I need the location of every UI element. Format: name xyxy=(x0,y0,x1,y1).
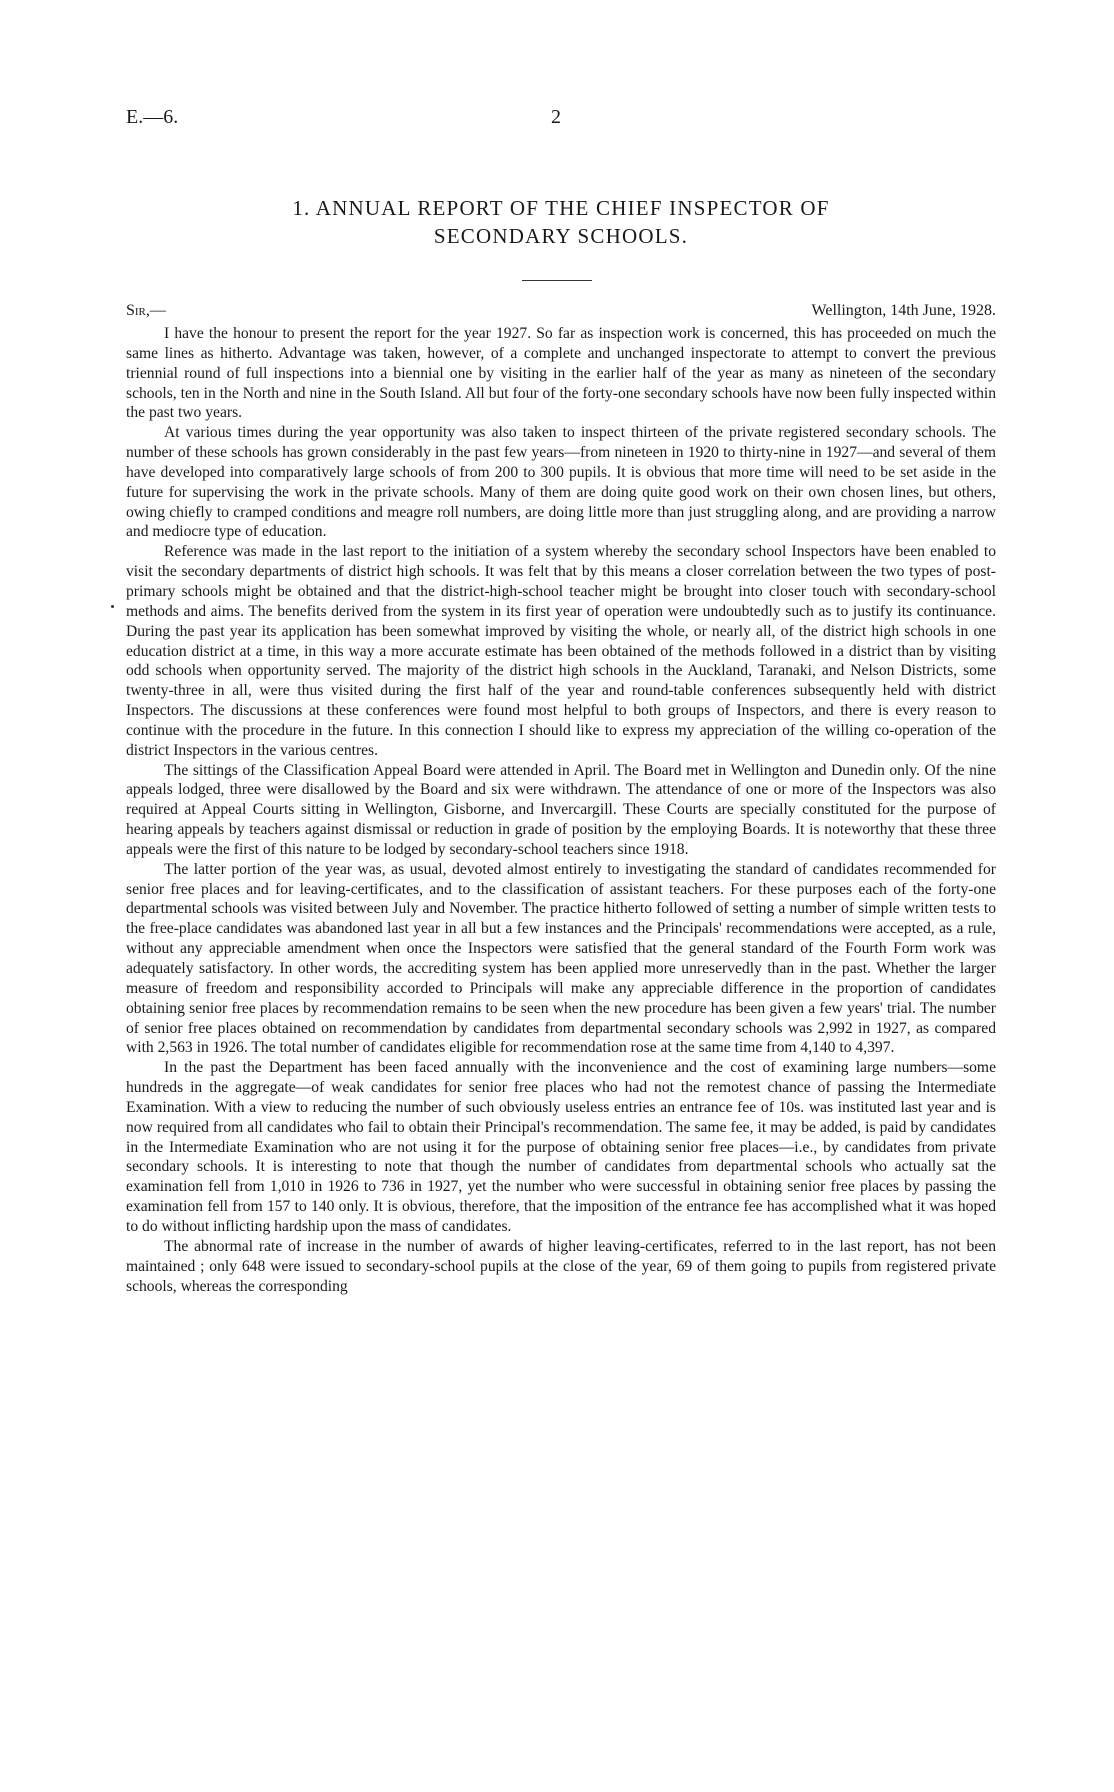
report-body xyxy=(126,324,996,1296)
report-title-line-1: 1. ANNUAL REPORT OF THE CHIEF INSPECTOR OF xyxy=(292,196,830,220)
paragraph-6: In the past the Department has been faced annually with the inconvenience and the cost of examining large numbers—some hundreds in the aggregate—of weak candidates for senior free places who had not the remotest chance of passing the Intermediate Examination. With a view to reducing the number of such obviously useless entries an entrance fee of 10s. was instituted last year and is now required from all candidates who fail to obtain their Principal's recommendation. The same fee, it may be added, is paid by candidates in the Intermediate Examination who are not using it for the purpose of obtaining senior free places—i.e., by candidates from private secondary schools. It is interesting to note that though the number of candidates from departmental schools who actually sat the examination fell from 1,010 in 1926 to 736 in 1927, yet the number who were successful in obtaining senior free places by passing the examination fell from 157 to 140 only. It is obvious, therefore, that the imposition of the entrance fee has accomplished what it was hoped to do without inflicting hardship upon the mass of candidates. xyxy=(126,1059,996,1235)
title-divider xyxy=(522,280,592,281)
report-title-line-2: SECONDARY SCHOOLS. xyxy=(433,224,689,248)
paragraph-5: The latter portion of the year was, as usual, devoted almost entirely to investigating the standard of candidates recommended for senior free places and for leaving-certificates, and to the classification of assistant teachers. For these purposes each of the forty-one departmental schools was visited between July and November. The practice hitherto followed of setting a number of simple written tests to the free-place candidates was abandoned last year in all but a few instances and the Principals' recommendations were accepted, as a rule, without any appreciable amendment when once the Inspectors were satisfied that the general standard of the Fourth Form work was adequately satisfactory. In other words, the accrediting system has been applied more unreservedly than in the past. Whether the larger measure of freedom and responsibility accorded to Principals will make any appreciable difference in the proportion of candidates obtaining senior free places by recommendation remains to be seen when the new procedure has been given a few years' trial. The number of senior free places obtained on recommendation by candidates from departmental secondary schools was 2,992 in 1927, as compared with 2,563 in 1926. The total number of candidates eligible for recommendation rose at the same time from 4,140 to 4,397. xyxy=(126,860,996,1057)
paragraph-1: I have the honour to present the report for the year 1927. So far as inspection work is concerned, this has proceeded on much the same lines as hitherto. Advantage was taken, however, of a complete and unchanged inspectorate to attempt to convert the previous triennial round of full inspections into a biennial one by visiting in the earlier half of the year as many as nineteen of the secondary schools, ten in the North and nine in the South Island. All but four of the forty-one secondary schools have now been fully inspected within the past two years. xyxy=(126,325,996,422)
report-title xyxy=(126,194,996,250)
paragraph-2: At various times during the year opportunity was also taken to inspect thirteen of the private registered secondary schools. The number of these schools has grown considerably in the past few years—from nineteen in 1920 to thirty-nine in 1927—and several of them have developed into comparatively large schools of from 200 to 300 pupils. It is obvious that more time will need to be set aside in the future for supervising the work in the private schools. Many of them are doing quite good work on their own chosen lines, but others, owing chiefly to cramped conditions and meagre roll numbers, are doing little more than just struggling along, and are providing a narrow and mediocre type of education. xyxy=(126,424,996,541)
dateline: Wellington, 14th June, 1928. xyxy=(811,302,996,319)
report-reference: E.—6. xyxy=(126,106,179,128)
paragraph-4: The sittings of the Classification Appeal Board were attended in April. The Board met in Wellington and Dunedin only. Of the nine appeals lodged, three were disallowed by the Board and six were withdrawn. The attendance of one or more of the Inspectors was also required at Appeal Courts sitting in Wellington, Gisborne, and Invercargill. These Courts are specially constituted for the purpose of hearing appeals by teachers against dismissal or reduction in grade of position by the employing Boards. It is noteworthy that these three appeals were the first of this nature to be lodged by secondary-school teachers since 1918. xyxy=(126,761,996,858)
paragraph-7: The abnormal rate of increase in the number of awards of higher leaving-certificates, referred to in the last report, has not been maintained ; only 648 were issued to secondary-school pupils at the close of the year, 69 of them going to pupils from registered private schools, whereas the corresponding xyxy=(126,1237,996,1295)
paragraph-3: Reference was made in the last report to the initiation of a system whereby the secondary school Inspectors have been enabled to visit the secondary departments of district high schools. It was felt that by this means a closer correlation between the two types of post-primary schools might be obtained and that the district-high-school teacher might be brought into closer touch with secondary-school methods and aims. The benefits derived from the system in its first year of operation were undoubtedly such as to justify its continuance. During the past year its application has been somewhat improved by visiting the whole, or nearly all, of the district high schools in one education district at a time, in this way a more accurate estimate has been obtained of the methods followed in a district than by visiting odd schools when opportunity served. The majority of the district high schools in the Auckland, Taranaki, and Nelson Districts, some twenty-three in all, were thus visited during the first half of the year and round-table conferences subsequently held with district Inspectors. The discussions at these conferences were found most helpful to both groups of Inspectors, and there is every reason to continue with the procedure in the future. In this connection I should like to express my appreciation of the willing co-operation of the district Inspectors in the various centres. xyxy=(126,543,996,759)
page-number: 2 xyxy=(551,106,561,128)
letter-opening xyxy=(126,302,996,324)
margin-mark xyxy=(111,605,114,608)
running-header xyxy=(126,106,996,136)
salutation: Sir,— xyxy=(126,302,166,319)
